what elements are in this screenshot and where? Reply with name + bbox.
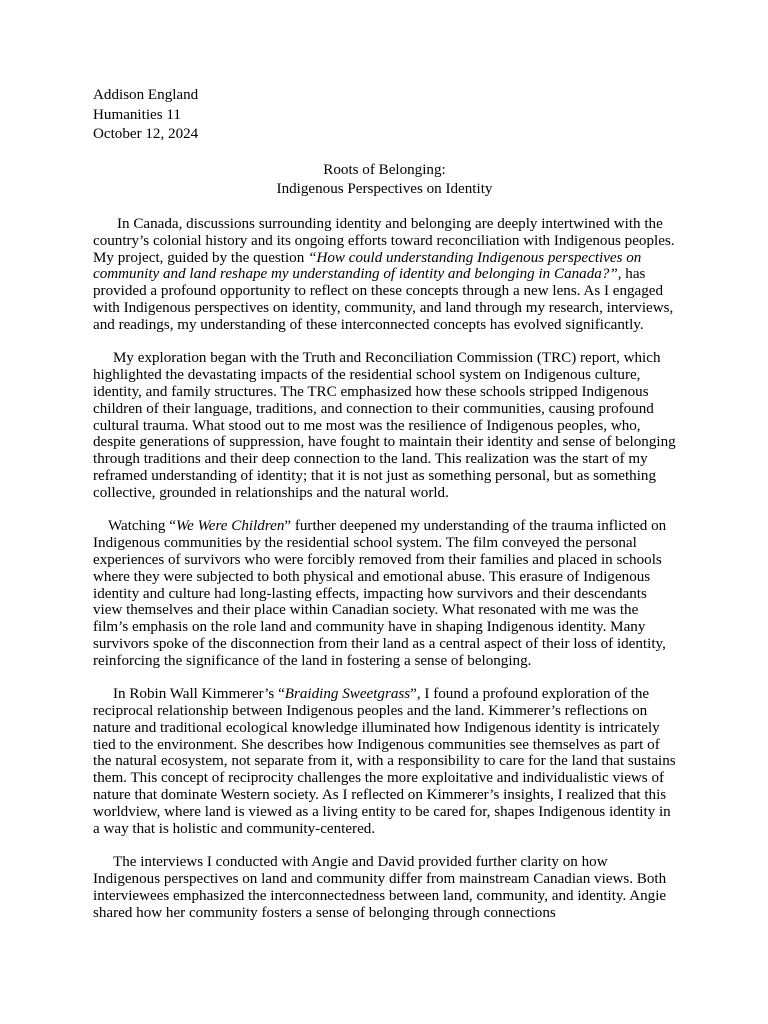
book-title: Braiding Sweetgrass	[284, 686, 411, 703]
paragraph-1	[93, 216, 676, 334]
paragraph-3-text-a: Watching “	[108, 518, 176, 535]
paragraph-4-text-a: In Robin Wall Kimmerer’s “	[113, 686, 285, 703]
guiding-question: “How could understanding Indigenous perspectives on community and land reshape my understanding of identity and belonging in Canada?”	[93, 249, 642, 283]
paragraph-4	[93, 686, 676, 837]
author-name: Addison England	[93, 87, 199, 103]
course-name: Humanities 11	[93, 106, 181, 123]
paragraph-1-text-a: In Canada, discussions surrounding identity and belonging are deeply intertwined with the country’s colonial history and its ongoing efforts toward reconciliation with Indigenous peoples. My project, guided by the question	[93, 215, 675, 266]
title-line-1: Roots of Belonging:	[323, 161, 446, 178]
paragraph-3	[93, 518, 676, 669]
paragraph-2: My exploration began with the Truth and Reconciliation Commission (TRC) report, which highlighted the devastating impacts of the residential school system on Indigenous culture, identity, and family structures. The TRC emphasized how these schools stripped Indigenous children of their language, traditions, and connection to their communities, causing profound cultural trauma. What stood out to me most was the resilience of Indigenous peoples, who, despite generations of suppression, have fought to maintain their identity and sense of belonging through traditions and their deep connection to the land. This realization was the start of my reframed understanding of identity; that it is not just as something personal, but as something collective, grounded in relationships and the natural world.	[93, 350, 676, 501]
essay-title	[93, 161, 676, 200]
essay-date: October 12, 2024	[93, 126, 199, 143]
essay-heading	[93, 86, 676, 145]
paragraph-1-text-b: , has provided a profound opportunity to reflect on these concepts through a new lens. As I engaged with Indigenous perspectives on identity, community, and land through my research, interviews, and readings, my understanding of these interconnected concepts has evolved significantly.	[93, 266, 674, 333]
paragraph-4-text-b: ”, I found a profound exploration of the reciprocal relationship between Indigenous peoples and the land. Kimmerer’s reflections on nature and traditional ecological knowledge illuminated how Indigenous identity is intricately tied to the environment. She describes how Indigenous communities see themselves as part of the natural ecosystem, not separate from it, with a responsibility to care for the land that sustains them. This concept of reciprocity challenges the more exploitative and individualistic views of nature that dominate Western society. As I reflected on Kimmerer’s insights, I realized that this worldview, where land is viewed as a living entity to be cared for, shapes Indigenous identity in a way that is holistic and community-centered.	[93, 686, 676, 837]
paragraph-5: The interviews I conducted with Angie and David provided further clarity on how Indigenous perspectives on land and community differ from mainstream Canadian views. Both interviewees emphasized the interconnectedness between land, community, and identity. Angie shared how her community fosters a sense of belonging through connections	[93, 854, 667, 921]
film-title: We Were Children	[175, 518, 285, 535]
title-line-2: Indigenous Perspectives on Identity	[276, 181, 493, 198]
paragraph-3-text-b: ” further deepened my understanding of the trauma inflicted on Indigenous communities by the residential school system. The film conveyed the personal experiences of survivors who were forcibly removed from their families and placed in schools where they were subjected to both physical and emotional abuse. This erasure of Indigenous identity and culture had long-lasting effects, impacting how survivors and their descendants view themselves and their place within Canadian society. What resonated with me was the film’s emphasis on the role land and community have in shaping Indigenous identity. Many survivors spoke of the disconnection from their land as a central aspect of their loss of identity, reinforcing the significance of the land in fostering a sense of belonging.	[93, 518, 667, 669]
